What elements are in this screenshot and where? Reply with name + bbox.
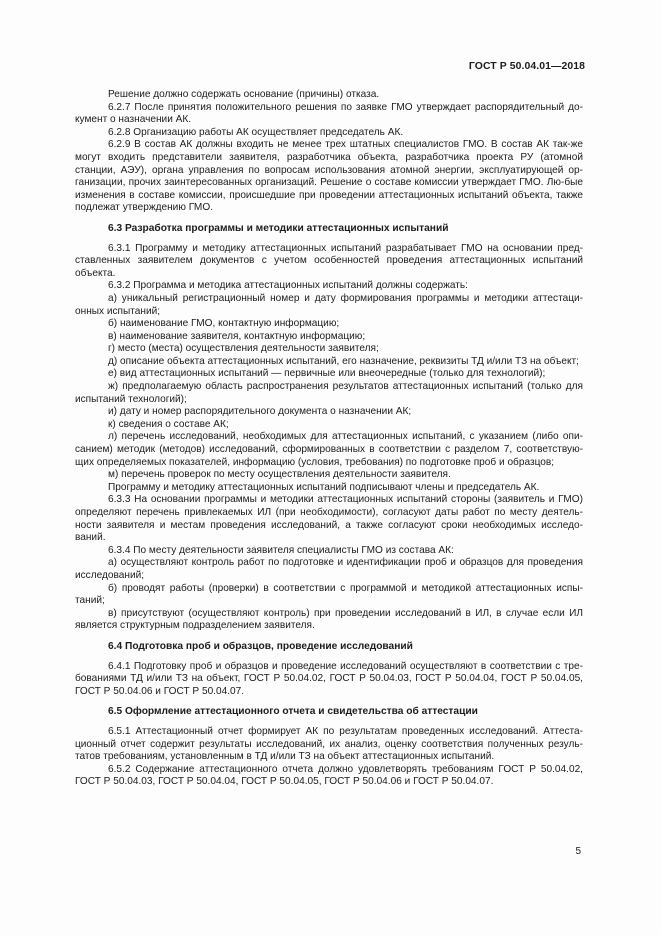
paragraph: м) перечень проверок по месту осуществления деятельности заявителя. — [108, 469, 451, 481]
paragraph: 6.5.1 Аттестационный отчет формирует АК по результатам проведенных исследований. Аттеста-ционный отчет содержит результаты исследований, их анализ, оценку соответствия полученных резуль-татов требованиям, установленным в ТД и/или ТЗ на объект аттестационных испытаний. — [75, 725, 583, 763]
paragraph: 6.3.4 По месту деятельности заявителя специалисты ГМО из состава АК: — [108, 544, 454, 556]
paragraph: 6.5.2 Содержание аттестационного отчета должно удовлетворять требованиям ГОСТ Р 50.04.02, ГОСТ Р 50.04.03, ГОСТ Р 50.04.04, ГОСТ Р 50.04.05, ГОСТ Р 50.04.06 и ГОСТ Р 50.04.07. — [75, 763, 583, 788]
document-code: ГОСТ Р 50.04.01—2018 — [468, 61, 585, 72]
paragraph: е) вид аттестационных испытаний — первичные или внеочередные (только для технологий); — [108, 368, 546, 380]
paragraph: 6.3.2 Программа и методика аттестационных испытаний должны содержать: — [108, 280, 468, 292]
paragraph: б) проводят работы (проверки) в соответствии с программой и методикой аттестационных испы-таний; — [75, 582, 583, 607]
paragraph: 6.2.8 Организацию работы АК осуществляет председатель АК. — [108, 126, 404, 138]
paragraph: 6.2.7 После принятия положительного решения по заявке ГМО утверждает распорядительный до-кумент о назначении АК. — [75, 101, 583, 126]
paragraph: 6.2.9 В состав АК должны входить не менее трех штатных специалистов ГМО. В состав АК так-же могут входить представители заявителя, разработчика объекта, разработчика проекта РУ (атомной станции, АЭУ), органа управления по вопросам использования атомной энергии, эксплуатирующей ор-ганизации, прочих заинтересованных организаций. Решение о составе комиссии утверждает ГМО. Лю-бые изменения в составе комиссии, происшедшие при проведении аттестационных испытаний объекта, также подлежат утверждению ГМО. — [75, 139, 583, 214]
document-body — [75, 89, 583, 789]
section-heading: 6.5 Оформление аттестационного отчета и свидетельства об аттестации — [108, 706, 478, 718]
paragraph: Решение должно содержать основание (причины) отказа. — [108, 89, 380, 100]
paragraph: л) перечень исследований, необходимых для аттестационных испытаний, с указанием (либо опи-санием) методик (методов) исследований, сформированных в соответствии с разделом 7, соответствую-щих определяемых показателей, информацию (условия, требования) по подготовке проб и образцов; — [75, 431, 583, 468]
paragraph: ж) предполагаемую область распространения результатов аттестационных испытаний (только для испытаний технологий); — [75, 381, 583, 405]
paragraph: Программу и методику аттестационных испытаний подписывают члены и председатель АК. — [108, 481, 540, 493]
paragraph: а) осуществляют контроль работ по подготовке и идентификации проб и образцов для проведения исследований; — [75, 557, 583, 581]
paragraph: а) уникальный регистрационный номер и дату формирования программы и методики аттестаци-онных испытаний; — [75, 292, 583, 317]
section-heading: 6.3 Разработка программы и методики аттестационных испытаний — [108, 222, 449, 234]
paragraph: в) присутствуют (осуществляют контроль) при проведении исследований в ИЛ, в случае если ИЛ является структурным подразделением заявителя. — [75, 607, 583, 632]
paragraph: 6.4.1 Подготовку проб и образцов и проведение исследований осуществляют в соответствии с тре-бованиями ТД и/или ТЗ на объект, ГОСТ Р 50.04.02, ГОСТ Р 50.04.03, ГОСТ Р 50.04.04, ГОСТ Р 50.04.05, ГОСТ Р 50.04.06 и ГОСТ Р 50.04.07. — [75, 660, 583, 697]
paragraph: в) наименование заявителя, контактную информацию; — [108, 330, 366, 342]
section-heading: 6.4 Подготовка проб и образцов, проведение исследований — [108, 640, 413, 652]
paragraph: 6.3.1 Программу и методику аттестационных испытаний разрабатывает ГМО на основании пред-ставленных заявителем документов с учетом особенностей проведения аттестационных испытаний объекта. — [75, 242, 583, 279]
paragraph: к) сведения о составе АК; — [108, 418, 229, 430]
paragraph: 6.3.3 На основании программы и методики аттестационных испытаний стороны (заявитель и ГМО) определяют перечень привлекаемых ИЛ (при необходимости), согласуют даты работ по месту деятель-ности заявителя и местам проведения исследований, а также согласуют сроки необходимых исследо-ваний. — [75, 494, 583, 544]
paragraph: д) описание объекта аттестационных испытаний, его назначение, реквизиты ТД и/или ТЗ на объект; — [108, 355, 579, 367]
paragraph: б) наименование ГМО, контактную информацию; — [108, 318, 340, 330]
paragraph: и) дату и номер распорядительного документа о назначении АК; — [108, 406, 412, 418]
paragraph: г) место (места) осуществления деятельности заявителя; — [108, 343, 379, 355]
page-number: 5 — [575, 846, 581, 857]
